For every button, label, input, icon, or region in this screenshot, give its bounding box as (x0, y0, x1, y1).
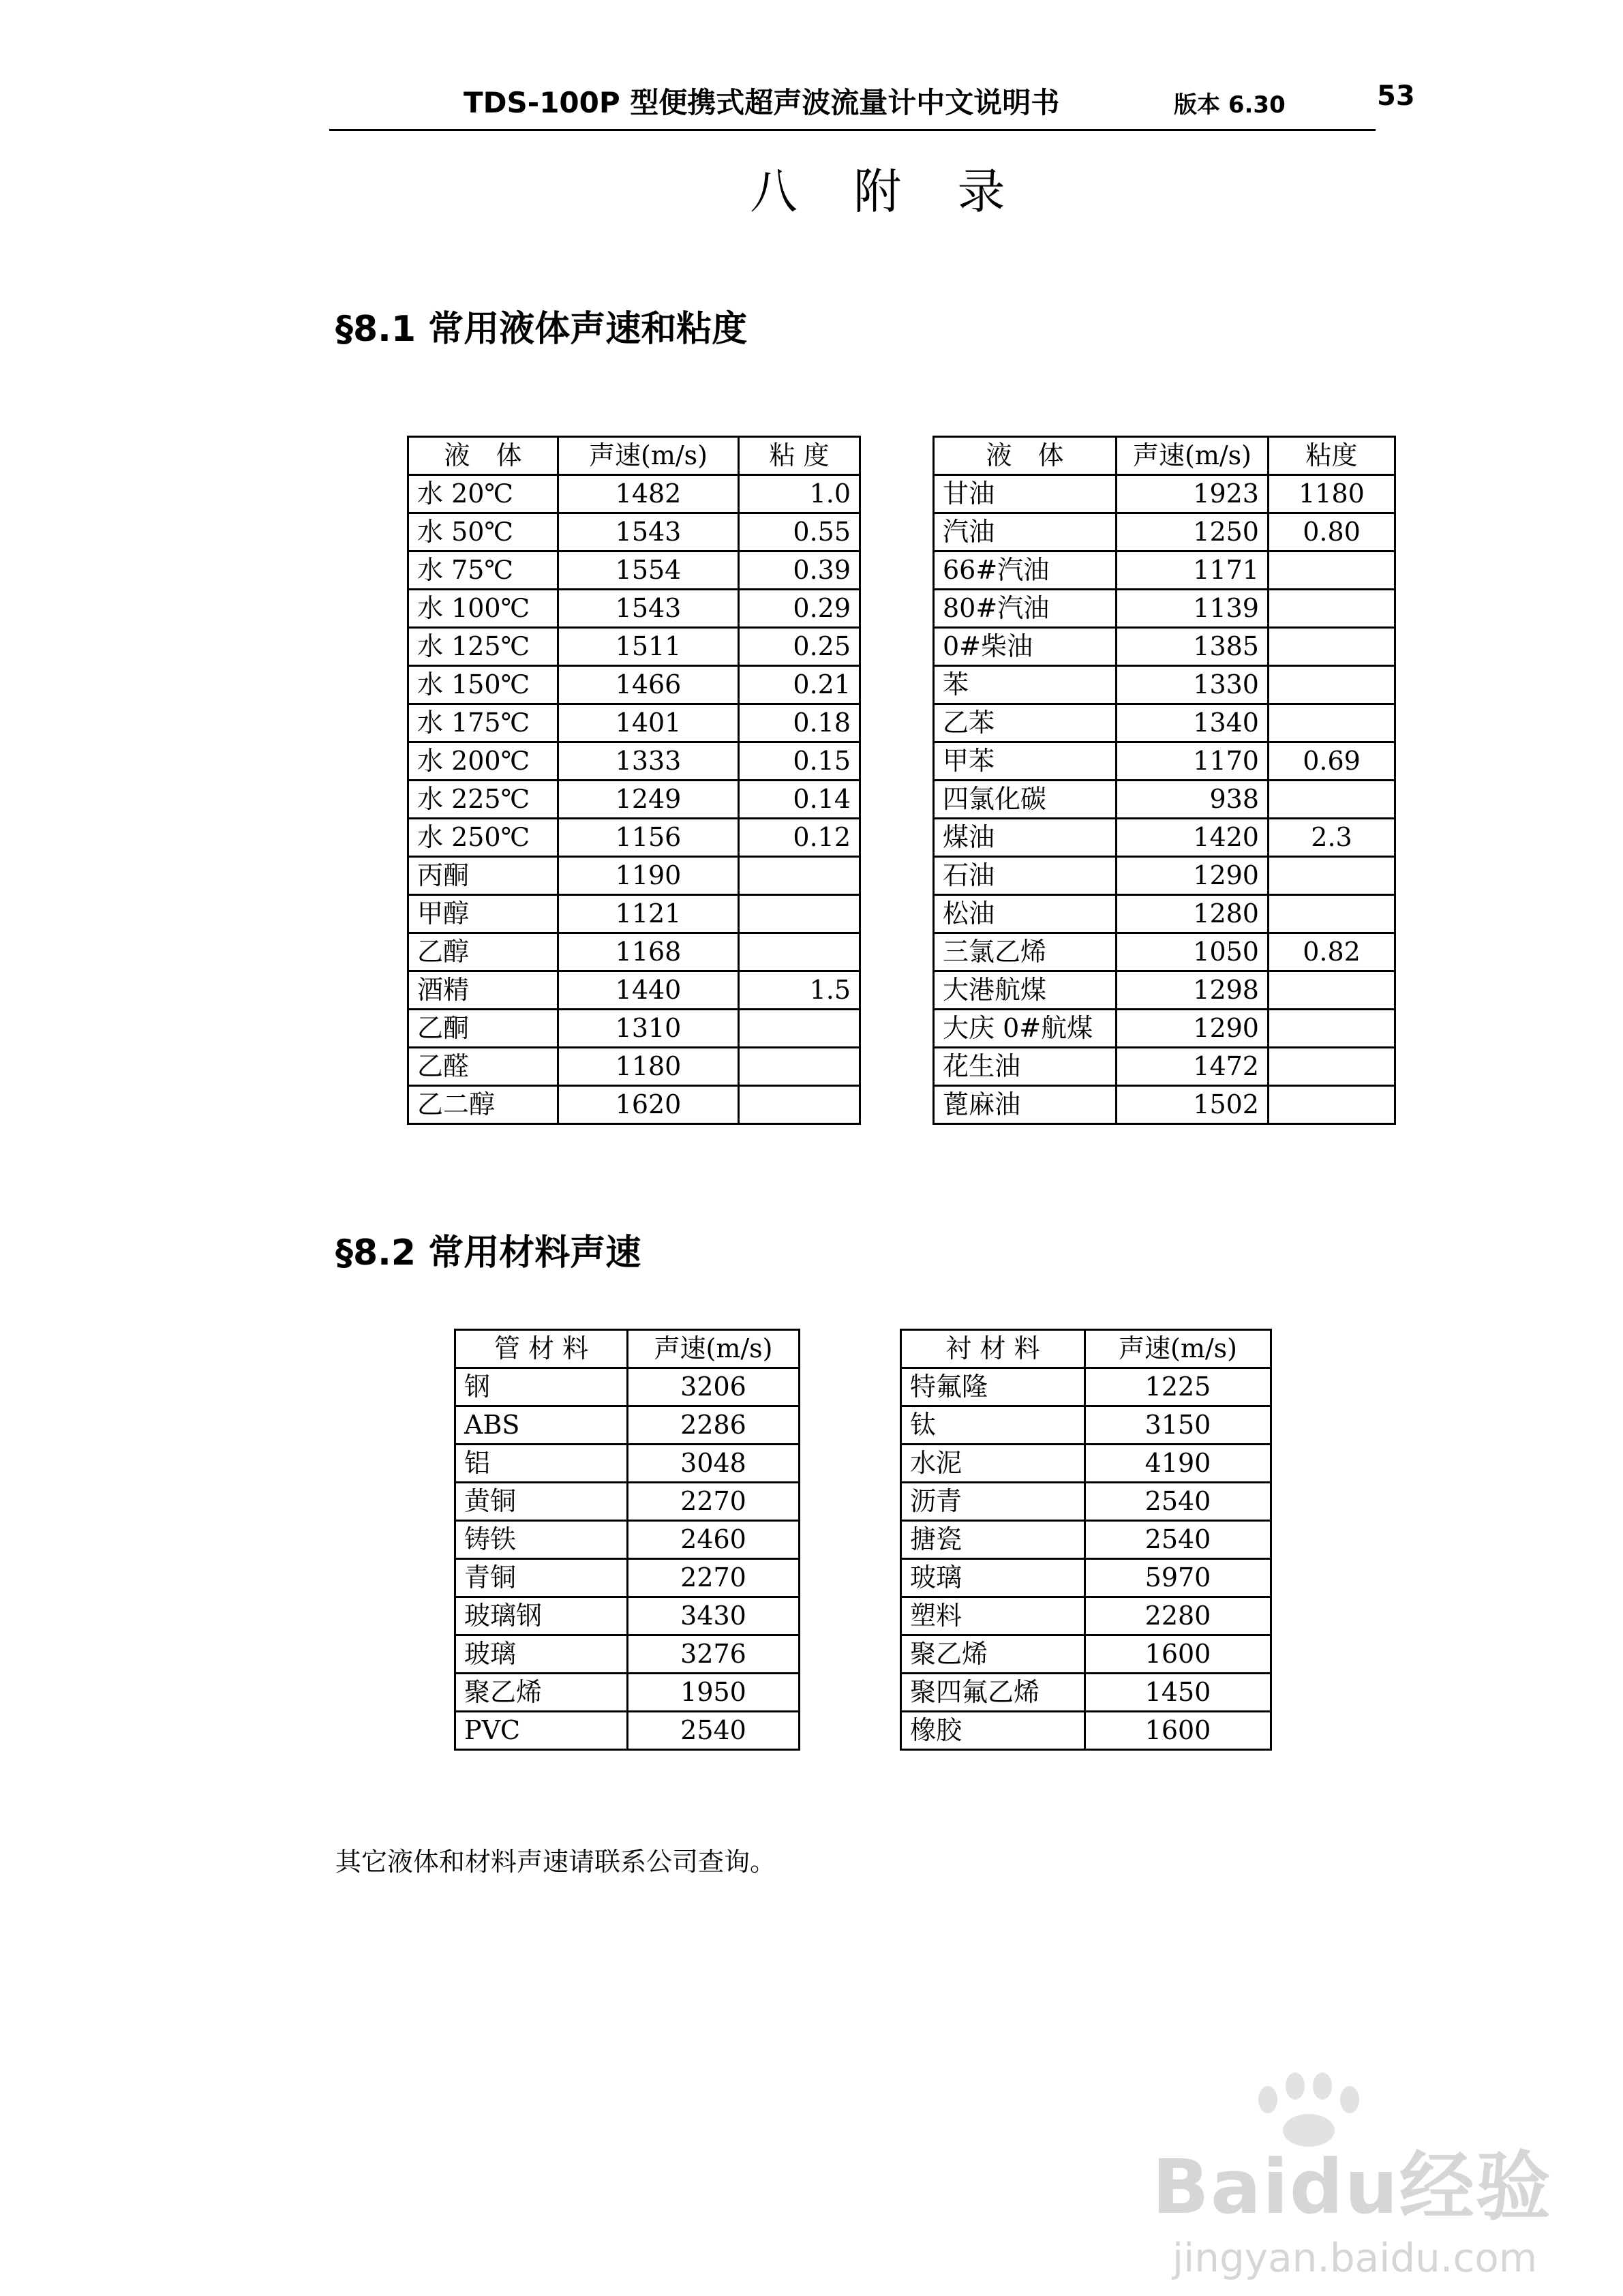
table-cell: 1180 (558, 1048, 739, 1086)
table-row (408, 895, 860, 933)
table-cell: 青铜 (455, 1559, 628, 1597)
table-row (455, 1597, 800, 1635)
table-cell: 大港航煤 (934, 971, 1117, 1010)
table-cell: 1168 (558, 933, 739, 971)
table-cell: 乙醇 (408, 933, 558, 971)
table-cell: 煤油 (934, 819, 1117, 857)
table-cell (1269, 552, 1395, 590)
table-cell: 1249 (558, 781, 739, 819)
table-row (901, 1712, 1271, 1750)
table-cell: 聚乙烯 (455, 1674, 628, 1712)
table-cell: 四氯化碳 (934, 781, 1117, 819)
table-cell: 1923 (1117, 475, 1269, 513)
table-cell: 水 225℃ (408, 781, 558, 819)
table-cell: 花生油 (934, 1048, 1117, 1086)
table-cell: 1310 (558, 1010, 739, 1048)
table-cell: 1511 (558, 628, 739, 666)
table-cell: 0.39 (739, 552, 860, 590)
table-row (455, 1445, 800, 1483)
table-header-row (901, 1330, 1271, 1368)
table-cell: 乙酮 (408, 1010, 558, 1048)
table-row (934, 742, 1395, 781)
table-cell: 3206 (628, 1368, 800, 1406)
table-cell: 1950 (628, 1674, 800, 1712)
table-cell: 沥青 (901, 1483, 1085, 1521)
column-header-liquid: 液 体 (408, 437, 558, 475)
table-cell: 水 250℃ (408, 819, 558, 857)
table-cell (1269, 1048, 1395, 1086)
table-cell: 1440 (558, 971, 739, 1010)
table-cell: 0.14 (739, 781, 860, 819)
table-cell: 1600 (1085, 1635, 1271, 1674)
table-row (934, 895, 1395, 933)
table-cell: 1190 (558, 857, 739, 895)
table-row (408, 1010, 860, 1048)
table-cell: 1450 (1085, 1674, 1271, 1712)
table-row (901, 1521, 1271, 1559)
table-cell: 1225 (1085, 1368, 1271, 1406)
table-cell: 乙醛 (408, 1048, 558, 1086)
pipe-material-table (454, 1329, 800, 1751)
table-cell: PVC (455, 1712, 628, 1750)
table-cell: 1330 (1117, 666, 1269, 704)
table-cell: 水 50℃ (408, 513, 558, 552)
watermark-logo: Baidu经验 (1152, 2143, 1552, 2231)
table-cell: 1333 (558, 742, 739, 781)
table-cell: 橡胶 (901, 1712, 1085, 1750)
table-cell: 聚乙烯 (901, 1635, 1085, 1674)
table-cell: 钛 (901, 1406, 1085, 1445)
table-cell: 玻璃钢 (455, 1597, 628, 1635)
table-cell: 1.5 (739, 971, 860, 1010)
column-header-liner-material: 衬 材 料 (901, 1330, 1085, 1368)
table-cell: 1170 (1117, 742, 1269, 781)
column-header-pipe-material: 管 材 料 (455, 1330, 628, 1368)
table-cell: 甘油 (934, 475, 1117, 513)
table-cell: 聚四氟乙烯 (901, 1674, 1085, 1712)
table-cell: 搪瓷 (901, 1521, 1085, 1559)
table-cell: 0.69 (1269, 742, 1395, 781)
table-cell: 3048 (628, 1445, 800, 1483)
table-row (455, 1559, 800, 1597)
table-cell: 1340 (1117, 704, 1269, 742)
table-cell: 1139 (1117, 590, 1269, 628)
table-cell: 1472 (1117, 1048, 1269, 1086)
table-cell: 三氯乙烯 (934, 933, 1117, 971)
table-cell: 石油 (934, 857, 1117, 895)
table-row (901, 1559, 1271, 1597)
table-cell (739, 1048, 860, 1086)
table-cell: 0.18 (739, 704, 860, 742)
table-cell: 水 175℃ (408, 704, 558, 742)
table-row (408, 475, 860, 513)
table-cell (739, 895, 860, 933)
table-row (934, 857, 1395, 895)
table-row (934, 513, 1395, 552)
table-cell: 1290 (1117, 1010, 1269, 1048)
document-title: TDS-100P 型便携式超声波流量计中文说明书 (464, 86, 1060, 119)
table-row (455, 1521, 800, 1559)
table-row (901, 1445, 1271, 1483)
table-cell: 塑料 (901, 1597, 1085, 1635)
table-cell: 甲苯 (934, 742, 1117, 781)
table-cell (739, 933, 860, 971)
watermark (1152, 2127, 1552, 2281)
table-row (408, 666, 860, 704)
table-cell: 0.21 (739, 666, 860, 704)
table-cell: 66#汽油 (934, 552, 1117, 590)
table-cell (1269, 857, 1395, 895)
table-cell: 2540 (628, 1712, 800, 1750)
table-row (455, 1712, 800, 1750)
table-row (455, 1483, 800, 1521)
column-header-viscosity: 粘度 (1269, 437, 1395, 475)
table-cell: 80#汽油 (934, 590, 1117, 628)
table-row (408, 628, 860, 666)
table-header-row (455, 1330, 800, 1368)
table-cell: 特氟隆 (901, 1368, 1085, 1406)
table-cell: 3276 (628, 1635, 800, 1674)
table-cell (1269, 666, 1395, 704)
table-cell: 5970 (1085, 1559, 1271, 1597)
table-cell (1269, 590, 1395, 628)
column-header-sound-speed: 声速(m/s) (1117, 437, 1269, 475)
table-cell: 水 75℃ (408, 552, 558, 590)
header-rule (329, 129, 1376, 131)
table-cell: 大庆 0#航煤 (934, 1010, 1117, 1048)
page-number: 53 (1377, 80, 1415, 112)
table-cell: 0.82 (1269, 933, 1395, 971)
table-cell: 1620 (558, 1086, 739, 1124)
table-cell: 1600 (1085, 1712, 1271, 1750)
table-row (408, 704, 860, 742)
liquid-table-right (932, 436, 1396, 1125)
table-row (408, 933, 860, 971)
table-row (408, 857, 860, 895)
table-cell: 1502 (1117, 1086, 1269, 1124)
table-cell: 黄铜 (455, 1483, 628, 1521)
table-cell: 0.15 (739, 742, 860, 781)
table-row (455, 1635, 800, 1674)
table-cell: 1280 (1117, 895, 1269, 933)
table-cell: 1.0 (739, 475, 860, 513)
watermark-url: jingyan.baidu.com (1172, 2235, 1538, 2281)
table-cell: 乙二醇 (408, 1086, 558, 1124)
table-cell: 1250 (1117, 513, 1269, 552)
table-cell: 乙苯 (934, 704, 1117, 742)
table-row (408, 971, 860, 1010)
table-row (934, 1010, 1395, 1048)
table-cell: 3150 (1085, 1406, 1271, 1445)
table-cell: 水泥 (901, 1445, 1085, 1483)
table-row (934, 590, 1395, 628)
section-title-liquids: §8.1 常用液体声速和粘度 (335, 309, 748, 350)
table-cell: 铸铁 (455, 1521, 628, 1559)
table-cell: 1554 (558, 552, 739, 590)
table-row (901, 1406, 1271, 1445)
table-row (408, 781, 860, 819)
table-cell: 2280 (1085, 1597, 1271, 1635)
footer-note: 其它液体和材料声速请联系公司查询。 (335, 1847, 776, 1877)
table-row (901, 1597, 1271, 1635)
table-row (901, 1674, 1271, 1712)
table-row (934, 475, 1395, 513)
table-cell: 2540 (1085, 1521, 1271, 1559)
table-cell: 甲醇 (408, 895, 558, 933)
table-cell: 丙酮 (408, 857, 558, 895)
table-cell: 水 20℃ (408, 475, 558, 513)
table-cell: 松油 (934, 895, 1117, 933)
table-cell: 1050 (1117, 933, 1269, 971)
table-cell: 1180 (1269, 475, 1395, 513)
table-header-row (408, 437, 860, 475)
table-cell: 1466 (558, 666, 739, 704)
table-cell: 1156 (558, 819, 739, 857)
table-cell: 玻璃 (455, 1635, 628, 1674)
table-cell (1269, 1086, 1395, 1124)
table-row (408, 590, 860, 628)
table-cell (739, 1086, 860, 1124)
column-header-viscosity: 粘 度 (739, 437, 860, 475)
table-cell: 1543 (558, 513, 739, 552)
section-title-materials: §8.2 常用材料声速 (335, 1233, 641, 1273)
table-cell: 3430 (628, 1597, 800, 1635)
table-cell: 0.55 (739, 513, 860, 552)
table-row (934, 1086, 1395, 1124)
table-row (901, 1483, 1271, 1521)
table-row (408, 742, 860, 781)
table-row (934, 933, 1395, 971)
table-cell: 0.29 (739, 590, 860, 628)
table-cell (1269, 704, 1395, 742)
table-row (408, 1048, 860, 1086)
table-cell: 938 (1117, 781, 1269, 819)
table-cell: 1482 (558, 475, 739, 513)
column-header-sound-speed: 声速(m/s) (1085, 1330, 1271, 1368)
table-cell: 1385 (1117, 628, 1269, 666)
table-row (901, 1368, 1271, 1406)
table-cell: 0#柴油 (934, 628, 1117, 666)
table-cell: 酒精 (408, 971, 558, 1010)
table-row (455, 1674, 800, 1712)
table-cell (739, 1010, 860, 1048)
table-cell: 0.80 (1269, 513, 1395, 552)
column-header-liquid: 液 体 (934, 437, 1117, 475)
table-cell: 蓖麻油 (934, 1086, 1117, 1124)
table-cell: 1290 (1117, 857, 1269, 895)
table-cell: 1420 (1117, 819, 1269, 857)
table-row (934, 1048, 1395, 1086)
table-cell: 汽油 (934, 513, 1117, 552)
table-cell: 2460 (628, 1521, 800, 1559)
table-cell: 2540 (1085, 1483, 1271, 1521)
column-header-sound-speed: 声速(m/s) (558, 437, 739, 475)
table-cell: 0.12 (739, 819, 860, 857)
table-header-row (934, 437, 1395, 475)
liner-material-table (900, 1329, 1272, 1751)
table-cell: 0.25 (739, 628, 860, 666)
table-cell: 1171 (1117, 552, 1269, 590)
table-row (901, 1635, 1271, 1674)
table-cell (1269, 628, 1395, 666)
table-row (934, 781, 1395, 819)
table-row (455, 1406, 800, 1445)
liquid-table-left (407, 436, 861, 1125)
table-cell: 水 100℃ (408, 590, 558, 628)
table-cell: ABS (455, 1406, 628, 1445)
table-cell: 苯 (934, 666, 1117, 704)
table-cell (1269, 1010, 1395, 1048)
table-cell: 2270 (628, 1483, 800, 1521)
table-cell: 铝 (455, 1445, 628, 1483)
table-row (408, 819, 860, 857)
table-row (408, 552, 860, 590)
table-cell: 1401 (558, 704, 739, 742)
table-row (408, 1086, 860, 1124)
table-row (934, 819, 1395, 857)
table-row (934, 552, 1395, 590)
table-row (934, 628, 1395, 666)
table-cell: 钢 (455, 1368, 628, 1406)
chapter-title: 八 附 录 (750, 164, 1026, 220)
table-cell: 4190 (1085, 1445, 1271, 1483)
table-cell: 2286 (628, 1406, 800, 1445)
column-header-sound-speed: 声速(m/s) (628, 1330, 800, 1368)
table-cell: 2.3 (1269, 819, 1395, 857)
table-cell: 1543 (558, 590, 739, 628)
table-cell (1269, 895, 1395, 933)
table-row (455, 1368, 800, 1406)
table-cell (1269, 781, 1395, 819)
table-row (934, 971, 1395, 1010)
table-cell: 玻璃 (901, 1559, 1085, 1597)
table-row (934, 704, 1395, 742)
table-cell (739, 857, 860, 895)
table-row (934, 666, 1395, 704)
table-cell: 1121 (558, 895, 739, 933)
table-row (408, 513, 860, 552)
table-cell: 1298 (1117, 971, 1269, 1010)
table-cell (1269, 971, 1395, 1010)
document-version: 版本 6.30 (1174, 91, 1286, 119)
table-cell: 水 125℃ (408, 628, 558, 666)
table-cell: 水 150℃ (408, 666, 558, 704)
table-cell: 水 200℃ (408, 742, 558, 781)
table-cell: 2270 (628, 1559, 800, 1597)
